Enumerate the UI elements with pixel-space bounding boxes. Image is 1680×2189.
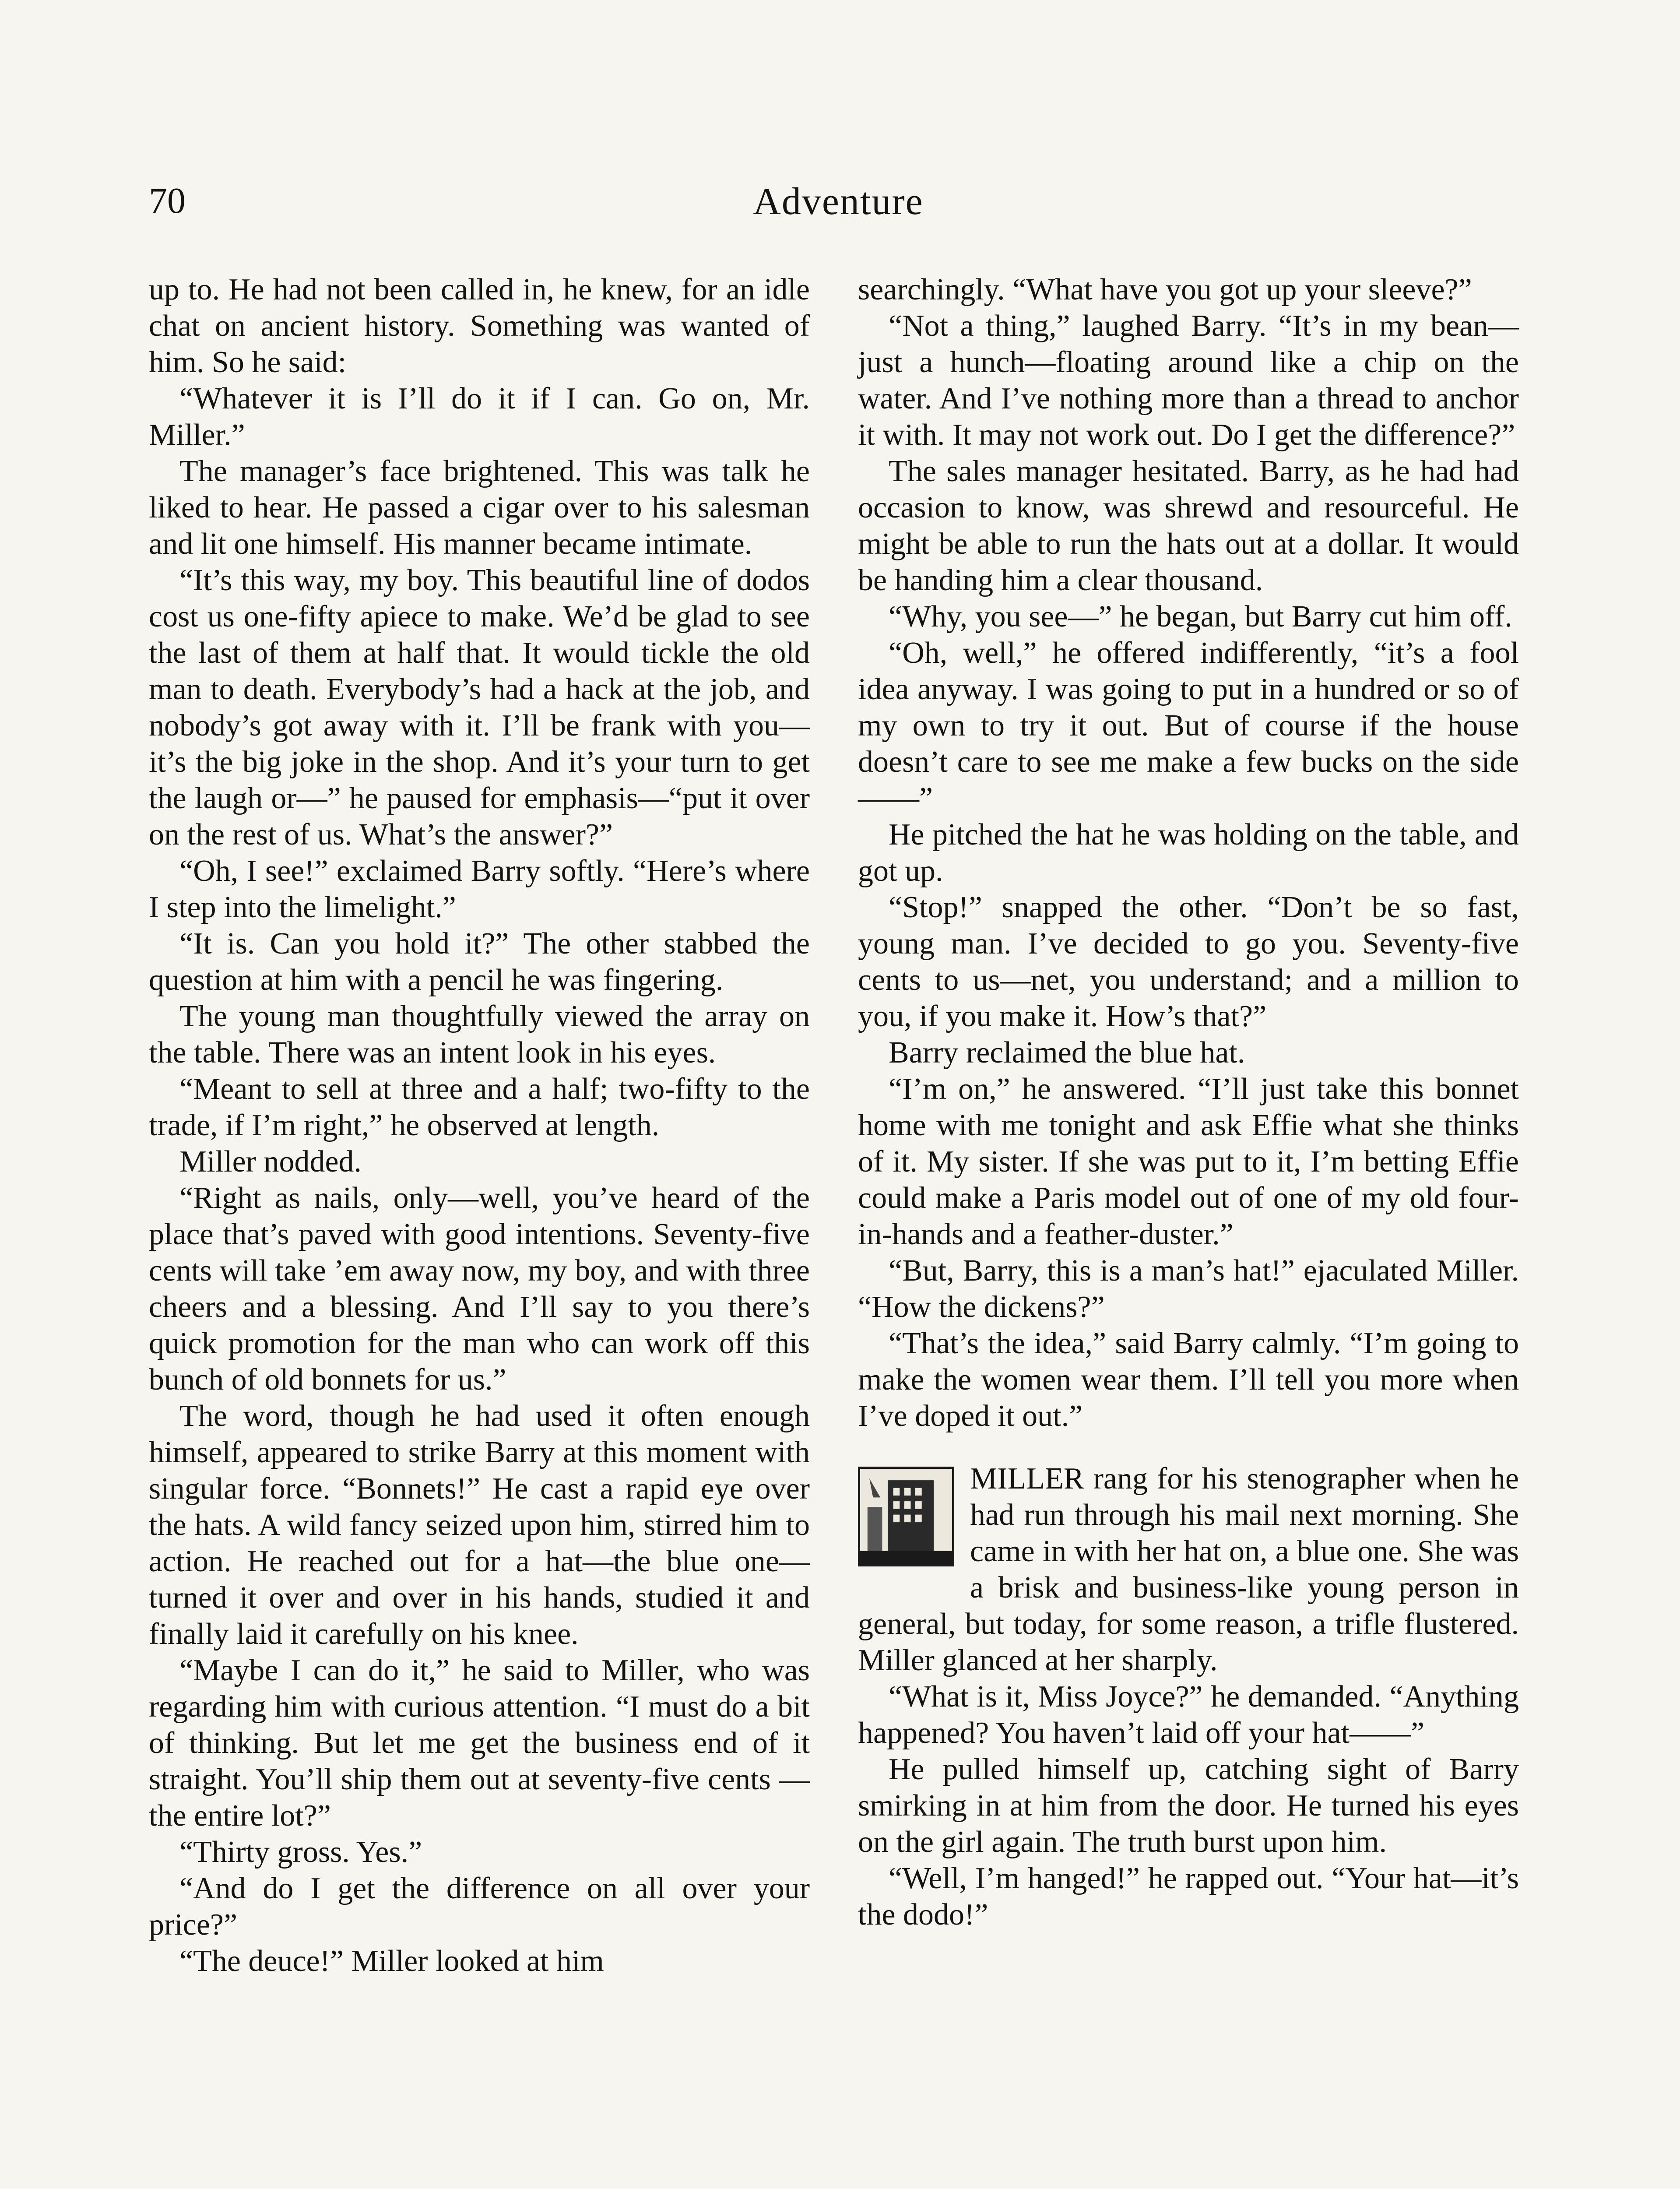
paragraph: searchingly. “What have you got up your sleeve?” (858, 273, 1472, 306)
paragraph: “Whatever it is I’ll do it if I can. Go on, Mr. Miller.” (149, 382, 810, 452)
paragraph: “And do I get the difference on all over your price?” (149, 1872, 810, 1942)
paragraph: “It’s this way, my boy. This beautiful line of dodos cost us one-fifty apiece to make. We’d be glad to see the last of them at half that. It would tickle the old man to death. Everybody’s had a hack at the job, and nobody’s got away with it. I’ll be frank with you—it’s the big joke in the shop. And it’s your turn to get the laugh or—” he paused for emphasis—“put it over on the rest of us. What’s the answer?” (149, 563, 810, 852)
paragraph: Barry reclaimed the blue hat. (889, 1036, 1245, 1070)
paragraph: He pitched the hat he was holding on the table, and got up. (858, 818, 1519, 888)
paragraph: up to. He had not been called in, he knew, for an idle chat on ancient history. Something was wanted of him. So he said: (149, 273, 810, 379)
paragraph: “It is. Can you hold it?” The other stabbed the question at him with a pencil he was fingering. (149, 927, 810, 997)
paragraph: “Oh, well,” he offered indifferently, “it’s a fool idea anyway. I was going to put in a hundred or so of my own to try it out. But of course if the house doesn’t care to see me make a few bucks on the side——” (858, 636, 1519, 815)
paragraph: “The deuce!” Miller looked at him (179, 1944, 604, 1978)
paragraph: “What is it, Miss Joyce?” he demanded. “Anything happened? You haven’t laid off your hat——” (858, 1680, 1519, 1750)
paragraph: He pulled himself up, catching sight of Barry smirking in at him from the door. He turned his eyes on the girl again. The truth burst upon him. (858, 1753, 1519, 1859)
section-break (858, 1461, 1519, 1933)
paragraph: Miller nodded. (179, 1145, 362, 1179)
building-vignette-icon (858, 1467, 954, 1566)
paragraph: “Thirty gross. Yes.” (179, 1835, 422, 1869)
paragraph: The manager’s face brightened. This was talk he liked to hear. He passed a cigar over to his salesman and lit one himself. His manner became intimate. (149, 454, 810, 561)
magazine-title: Adventure (753, 180, 924, 223)
paragraph: “Stop!” snapped the other. “Don’t be so fast, young man. I’ve decided to go you. Seventy-five cents to us—net, you understand; and a million to you, if you make it. How’s that?” (858, 890, 1519, 1033)
paragraph: MILLER rang for his stenographer when he had run through his mail next morning. She came in with her hat on, a blue one. She was a brisk and business-like young person in general, but today, for some reason, a trifle flustered. Miller glanced at her sharply. (858, 1462, 1519, 1677)
paragraph: “I’m on,” he answered. “I’ll just take this bonnet home with me tonight and ask Effie what she thinks of it. My sister. If she was put to it, I’m betting Effie could make a Paris model out of one of my old four-in-hands and a feather-duster.” (858, 1072, 1519, 1251)
paragraph: “Well, I’m hanged!” he rapped out. “Your hat—it’s the dodo!” (858, 1862, 1519, 1932)
paragraph: “But, Barry, this is a man’s hat!” ejaculated Miller. “How the dickens?” (858, 1254, 1519, 1324)
paragraph: “Meant to sell at three and a half; two-fifty to the trade, if I’m right,” he observed at length. (149, 1072, 810, 1142)
paragraph: “That’s the idea,” said Barry calmly. “I’m going to make the women wear them. I’ll tell you more when I’ve doped it out.” (858, 1327, 1519, 1433)
page-number: 70 (149, 180, 186, 221)
paragraph: “Right as nails, only—well, you’ve heard of the place that’s paved with good intentions. Seventy-five cents will take ’em away now, my boy, and with three cheers and a blessing. And I’ll say to you there’s quick promotion for the man who can work off this bunch of old bonnets for us.” (149, 1181, 810, 1397)
paragraph: The young man thoughtfully viewed the array on the table. There was an intent look in his eyes. (149, 999, 810, 1070)
paragraph: “Why, you see—” he began, but Barry cut him off. (889, 600, 1512, 633)
paragraph: The sales manager hesitated. Barry, as he had had occasion to know, was shrewd and resourceful. He might be able to run the hats out at a dollar. It would be handing him a clear thousand. (858, 454, 1519, 597)
paragraph: “Not a thing,” laughed Barry. “It’s in my bean—just a hunch—floating around like a chip on the water. And I’ve nothing more than a thread to anchor it with. It may not work out. Do I get the difference?” (858, 309, 1519, 452)
right-column (858, 271, 1519, 1933)
left-column (149, 271, 810, 1979)
paragraph: “Maybe I can do it,” he said to Miller, who was regarding him with curious attention. “I must do a bit of thinking. But let me get the business end of it straight. You’ll ship them out at seventy-five cents —the entire lot?” (149, 1654, 810, 1833)
paragraph: “Oh, I see!” exclaimed Barry softly. “Here’s where I step into the limelight.” (149, 854, 810, 924)
paragraph: The word, though he had used it often enough himself, appeared to strike Barry at this moment with singular force. “Bonnets!” He cast a rapid eye over the hats. A wild fancy seized upon him, stirred him to action. He reached out for a hat—the blue one—turned it over and over in his hands, studied it and finally laid it carefully on his knee. (149, 1399, 810, 1651)
page-header (149, 179, 1528, 232)
